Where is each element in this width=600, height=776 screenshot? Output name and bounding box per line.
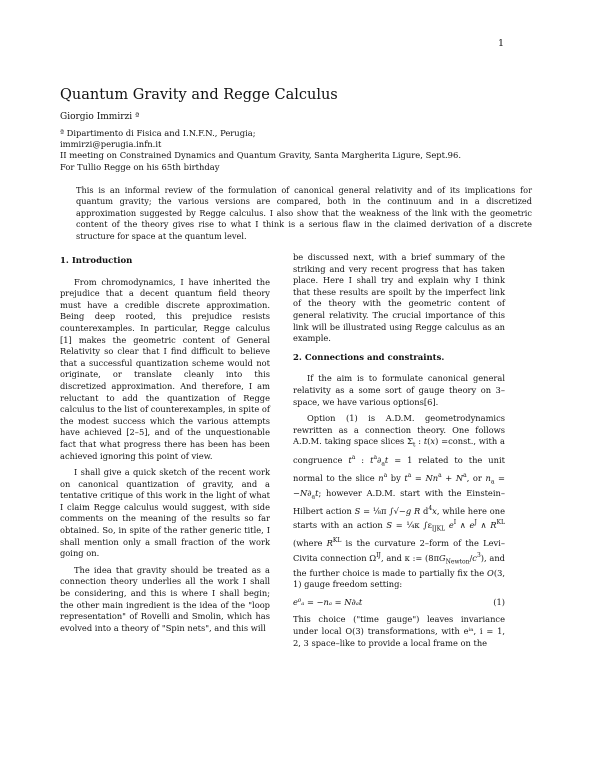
affiliation-line: ª Dipartimento di Fisica and I.N.F.N., Perugia; (60, 128, 256, 138)
author-line: Giorgio Immirzi ª (60, 112, 140, 122)
paragraph: From chromodynamics, I have inherited the prejudice that a decent quantum field theory must have a credible discrete approximation. Being deep rooted, this prejudice resists counterexamples. In particular, Regge calculus [1] makes the geometric content of General Relativity so clear that I find difficult to believe that a successful quantization scheme would not originate, or translate cleanly into this discretized approximation. And therefore, I am reluctant to add the quantization of Regge calculus to the list of counterexamples, in spite of the modest success which the various attempts have achieved [2–5], and of the unquestionable fact that what progress there has been has been achieved ignoring this point of view. (60, 276, 270, 461)
equation-1 (293, 597, 505, 609)
paragraph: This choice ("time gauge") leaves invariance under local O(3) transformations, with eⁱᵃ, i = 1, 2, 3 space–like to provide a local frame on the (293, 614, 505, 648)
paragraph: If the aim is to formulate canonical general relativity as a some sort of gauge theory on 3–space, we have various options[6]. (293, 373, 505, 407)
affiliation-block (60, 128, 550, 173)
section-heading-introduction: 1. Introduction (60, 256, 133, 266)
equation: e⁰ₐ = −nₐ = N∂ₐt (293, 596, 363, 607)
paragraph: I shall give a quick sketch of the recent work on canonical quantization of gravity, and a tentative critique of this work in the light of what I claim Regge calculus would suggest, with side comments on the meaning of the results so far obtained. So, in spite of the rather generic title, I shall mention only a small fraction of the work going on. (60, 467, 270, 559)
left-column (60, 253, 270, 639)
paragraph: Option (1) is A.D.M. geometrodynamics rewritten as a connection theory. One follows A.D.M. taking space slices $\Sigma_t$ : t(x) =const., with a congruence $t^a$ : $t^a\partial_at = 1$ related to the unit normal to the slice $n^a$ by $t^a = Nn^a + N^a$, or $n_a = -N\partial_at$; however A.D.M. start with the Einstein–Hilbert action S = ¹⁄₈π ∫√−g R $d^4x$, while here one starts with an action S = ¹⁄₄κ $\int\varepsilon_{IJKL}$ $e^I$ ∧ $e^J$ ∧ $R^{KL}$ (where $R^{KL}$ is the curvature 2–form of the Levi–Civita connection $\Omega^{IJ}$, and κ := $(8\pi G_{Newton}/c^3)$, and the further choice is made to partially fix the O(3, 1) gauge freedom setting: (293, 413, 506, 590)
abstract (76, 185, 532, 242)
paragraph: be discussed next, with a brief summary of the striking and very recent progress that has taken place. Here I shall try and explain why I think that these results are spoilt by the imperfect link of the theory with the geometric content of general relativity. The crucial importance of this link will be illustrated using Regge calculus as an example. (293, 252, 505, 344)
email-link[interactable]: immirzi@perugia.infn.it (60, 139, 162, 150)
meeting-line: II meeting on Constrained Dynamics and Quantum Gravity, Santa Margherita Ligure, Sept.96. (60, 150, 461, 161)
dedication-line: For Tullio Regge on his 65th birthday (60, 161, 220, 172)
page-number: 1 (497, 38, 504, 49)
paragraph: The idea that gravity should be treated as a connection theory underlies all the work I shall be considering, and this is where I shall begin; the other main ingredient is the idea of the "loop representation" of Rovelli and Smolin, which has evolved into a theory of "Spin nets", and this will (60, 564, 270, 633)
section-heading-connections: 2. Connections and constraints. (293, 352, 445, 363)
paper-title: Quantum Gravity and Regge Calculus (60, 87, 338, 103)
equation-number: (1) (493, 596, 505, 607)
abstract-text: This is an informal review of the formulation of canonical general relativity and of its implications for quantum gravity; the various versions are compared, both in the continuum and in a discretized approximation suggested by Regge calculus. I also show that the weakness of the link with the geometric content of the theory gives rise to what I think is a serious flaw in the claimed derivation of a discrete structure for space at the quantum level. (76, 185, 532, 241)
paragraph-lead: Option (1) is A.D.M. geometrodynamics rewritten as a connection theory. (293, 413, 505, 435)
right-column (293, 252, 505, 654)
